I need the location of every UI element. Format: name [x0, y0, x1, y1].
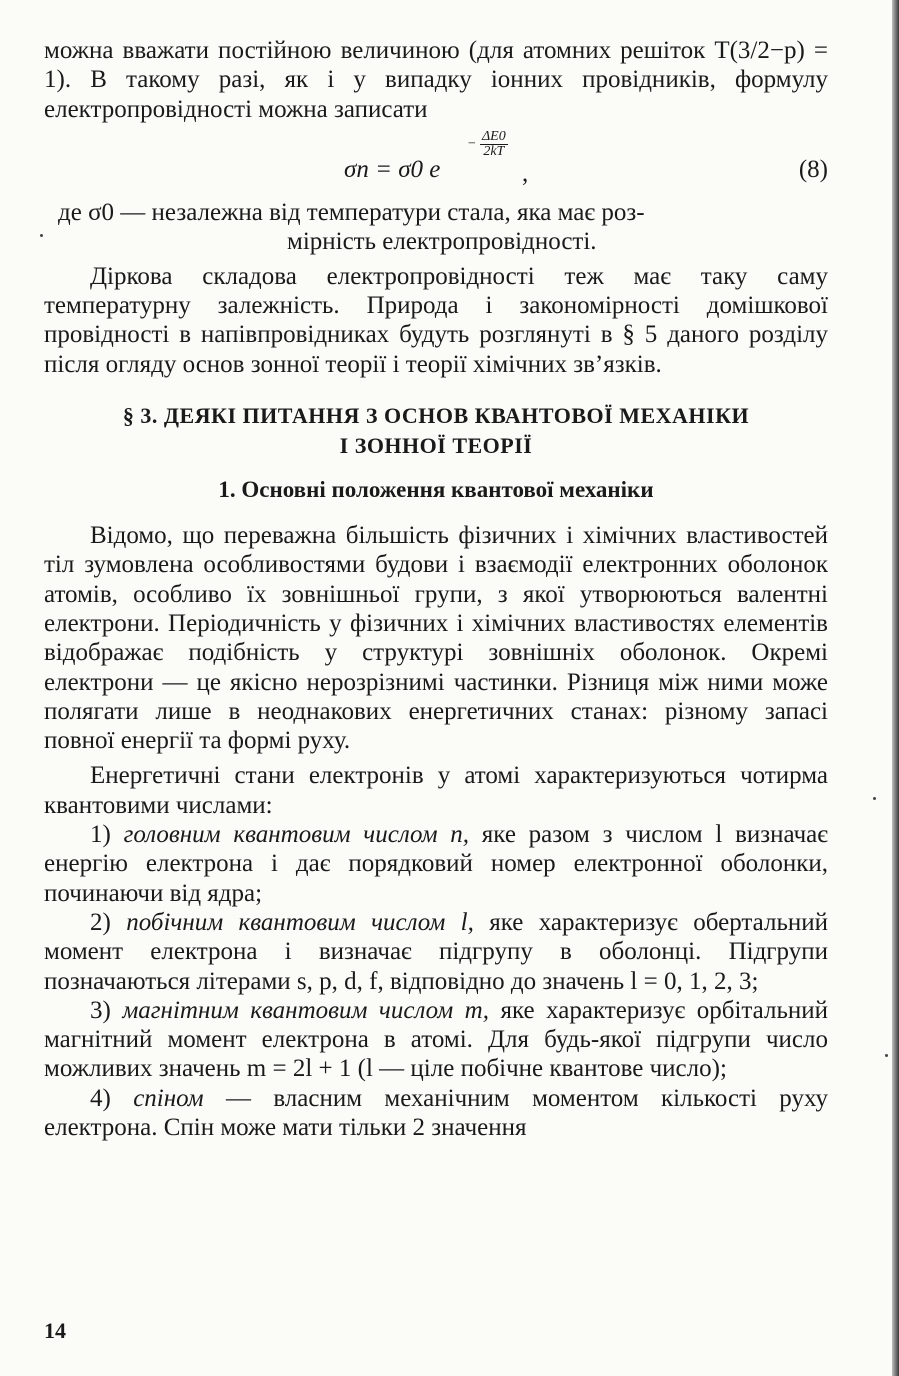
exponent-denominator: 2kT [483, 143, 505, 159]
list-item-number: 2) [90, 908, 111, 936]
list-item [44, 996, 828, 1084]
paragraph-where [44, 198, 828, 256]
list-item-text: яке характеризує обертальний момент електрона і визначає підгрупу в оболонці. Підгрупи позначаються літерами s, p, d, f, відповідно до значень l = 0, 1, 2, 3; [44, 908, 828, 995]
page-body [44, 36, 828, 1142]
list-item-text: яке характеризує орбітальний магнітний момент електрона в атомі. Для будь-якої підгрупи число можливих значень m = 2l + 1 (l — ціле побічне квантове число); [44, 996, 828, 1083]
list-item [44, 820, 828, 908]
list-item [44, 1084, 828, 1143]
section-title [44, 401, 828, 461]
formula-lhs: σn = σ0 e [344, 155, 441, 183]
list-item-text: — власним механічним моментом кількості руху електрона. Спін може мати тільки 2 значення [44, 1084, 828, 1142]
list-item-text: яке разом з числом l визначає енергію електрона і дає порядковий номер електронної оболонки, починаючи від ядра; [44, 821, 829, 907]
list-item-term: магнітним квантовим числом m, [122, 996, 489, 1024]
list-item-term: головним квантовим числом n, [123, 821, 470, 849]
section-title-line-1: § 3. ДЕЯКІ ПИТАННЯ З ОСНОВ КВАНТОВОЇ МЕХАНІКИ [122, 403, 750, 429]
paragraph-known: Відомо, що переважна більшість фізичних і хімічних властивостей тіл зумовлена особливостями будови і взаємодії електронних оболонок атомів, особливо їх зовнішньої групи, з якої утворюються валентні електрони. Періодичність у фізичних і хімічних властивостях елементів відображає подібність у структурі зовнішніх оболонок. Окремі електрони — це якісно нерозрізнимі частинки. Різниця між ними може полягати лише в неоднакових енергетичних станах: різному запасі повної енергії та формі руху. [44, 522, 828, 755]
where-line-2: мірність електропровідності. [287, 227, 597, 255]
print-speck [40, 234, 43, 237]
formula-exponent [467, 130, 508, 159]
list-item-term: побічним квантовим числом l, [126, 908, 474, 936]
formula-8 [44, 126, 828, 198]
list-item-term: спіном [133, 1084, 204, 1112]
equation-number: (8) [798, 155, 828, 183]
page-number: 14 [44, 1318, 66, 1343]
exponent-numerator: ΔE0 [481, 128, 506, 144]
print-speck [873, 797, 876, 800]
exponent-sign: − [467, 136, 477, 152]
subsection-title: 1. Основні положення квантової механіки [218, 477, 654, 503]
paragraph-intro: можна вважати постійною величиною (для атомних решіток T(3/2−p) = 1). В такому разі, як і у випадку іонних провідників, формулу електропровідності можна записати [44, 37, 828, 123]
formula-comma: , [522, 159, 529, 187]
list-item-number: 4) [90, 1084, 111, 1112]
list-item [44, 908, 828, 996]
where-line-1: де σ0 — незалежна від температури стала, яка має роз- [58, 198, 645, 226]
list-item-number: 3) [90, 996, 111, 1024]
print-speck [885, 1054, 888, 1057]
paragraph-hole: Діркова складова електропровідності теж має таку саму температурну залежність. Природа і закономірності домішкової провідності в напівпровідниках будуть розглянуті в § 5 даного розділу після огляду основ зонної теорії і теорії хімічних зв’язків. [44, 262, 828, 378]
section-title-line-2: І ЗОННОЇ ТЕОРІЇ [339, 433, 533, 459]
list-item-number: 1) [90, 821, 111, 849]
page-edge-shadow [892, 0, 899, 1376]
paragraph-states: Енергетичні стани електронів у атомі характеризуються чотирма квантовими числами: [44, 762, 828, 819]
